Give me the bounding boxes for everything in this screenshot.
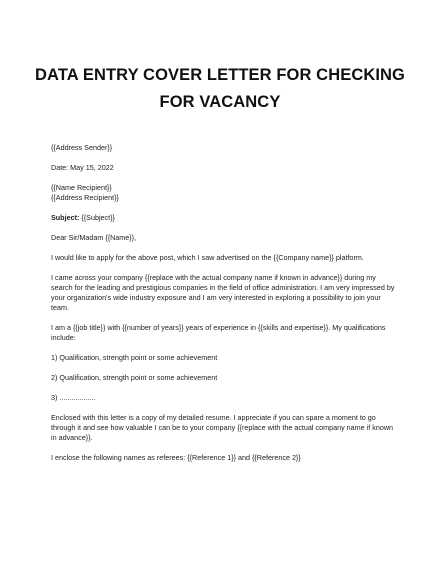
paragraph-2: I came across your company {{replace with the actual company name if known in advance}} during my search for the leading and prestigious companies in the field of office administration. I am very impressed by your organization's wide industry exposure and I am very interested in exploring a possibility to join your team. [51, 273, 395, 312]
paragraph-4: Enclosed with this letter is a copy of my detailed resume. I appreciate if you can spare a moment to go through it and see how valuable I can be to your company {{replace with the actual company name if known in advance}}. [51, 413, 394, 442]
recipient-block [51, 183, 396, 203]
letter-date: Date: May 15, 2022 [51, 163, 114, 172]
subject-value: {{Subject}} [79, 213, 115, 222]
address-recipient: {{Address Recipient}} [51, 193, 119, 202]
name-recipient: {{Name Recipient}} [51, 183, 112, 192]
paragraph-5: I enclose the following names as referees: {{Reference 1}} and {{Reference 2}} [51, 453, 301, 462]
salutation: Dear Sir/Madam {{Name}}, [51, 233, 137, 242]
paragraph-3: I am a {{job title}} with {{number of years}} years of experience in {{skills and expertise}}. My qualifications include: [51, 323, 386, 342]
subject-line [51, 213, 396, 223]
address-sender: {{Address Sender}} [51, 143, 113, 152]
qualification-2: 2) Qualification, strength point or some achievement [51, 373, 218, 382]
page-title: DATA ENTRY COVER LETTER FOR CHECKING FOR VACANCY [35, 66, 405, 111]
paragraph-1: I would like to apply for the above post, which I saw advertised on the {{Company name}} platform. [51, 253, 364, 262]
qualification-1: 1) Qualification, strength point or some achievement [51, 353, 218, 362]
letter-body [51, 143, 396, 473]
subject-label: Subject: [51, 213, 80, 222]
qualification-3: 3) .................. [51, 393, 96, 402]
